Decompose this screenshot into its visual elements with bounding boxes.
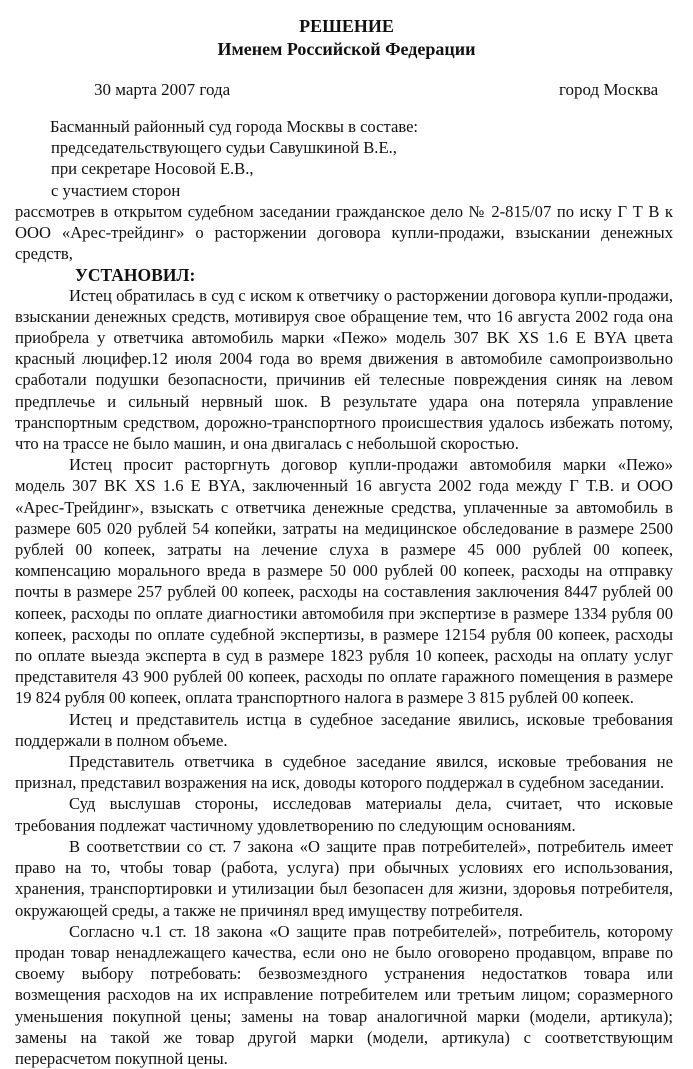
body-paragraph: Истец и представитель истца в судебное заседание явились, исковые требования поддержали в полном объеме. [15,709,673,750]
court-composition [0,116,693,201]
section-heading: УСТАНОВИЛ: [75,264,196,285]
body-paragraph: Истец обратилась в суд с иском к ответчику о расторжении договора купли-продажи, взыскании денежных средств, мотивируя свое обращение тем, что 16 августа 2002 года она приобрела у ответчика автомобиль марки «Пежо» модель 307 BK XS 1.6 E BYA цвета красный люцифер.12 июля 2004 года во время движения в автомобиле самопроизвольно сработали подушки безопасности, причинив ей телесные повреждения синяк на левом предплечье и сильный нервный шок. В результате удара она потеряла управление транспортным средством, дорожно-транспортного происшествия удалось избежать потому, что на трассе не было машин, и она двигалась с небольшой скоростью. [15,285,673,454]
composition-line: при секретаре Носовой Е.В., [51,159,254,179]
body-paragraph: Суд выслушав стороны, исследовав материалы дела, считает, что исковые требования подлежат частичному удовлетворению по следующим основаниям. [15,794,673,835]
composition-line: Басманный районный суд города Москвы в составе: [50,117,419,136]
body-paragraph: В соответствии со ст. 7 закона «О защите прав потребителей», потребитель имеет право на то, чтобы товар (работа, услуга) при обычных условиях его использования, хранения, транспортировки и утилизации был безопасен для жизни, здоровья потребителя, окружающей среды, а также не причинял вред имуществу потребителя. [15,836,673,920]
document-title: РЕШЕНИЕ [299,16,394,36]
body-paragraph: Согласно ч.1 ст. 18 закона «О защите прав потребителей», потребитель, которому продан товар ненадлежащего качества, если оно не было оговорено продавцом, вправе по своему выбору потребовать: безвозмездного устранения недостатков товара или возмещения расходов на их исправление потребителем или третьим лицом; соразмерного уменьшения покупной цены; замены на товар аналогичной марки (модели, артикула); замены на такой же товар другой марки (модели, артикула) с соответствующим перерасчетом покупной цены. [15,921,673,1068]
composition-line: председательствующего судьи Савушкиной В.Е., [51,138,397,158]
decision-city: город Москва [559,80,659,99]
decision-date: 30 марта 2007 года [94,80,231,99]
decision-body [15,201,673,1069]
composition-line: с участием сторон [51,180,181,200]
intro-paragraph: рассмотрев в открытом судебном заседании гражданское дело № 2-815/07 по иску Г Т В к ООО «Арес-трейдинг» о расторжении договора купли-продажи, взыскании денежных средств, [15,202,673,264]
body-paragraph: Истец просит расторгнуть договор купли-продажи автомобиля марки «Пежо» модель 307 BK XS 1.6 E BYA, заключенный 16 августа 2002 года между Г Т.В. и ООО «Арес-Трейдинг», взыскать с ответчика денежные средства, уплаченные за автомобиль в размере 605 020 рублей 54 копейки, затраты на медицинское обследование в размере 2500 рублей 00 копеек, затраты на лечение слуха в размере 45 000 рублей 00 копеек, компенсацию морального вреда в размере 50 000 рублей 00 копеек, расходы на отправку почты в размере 257 рублей 00 копеек, расходы на составления заключения 8447 рублей 00 копеек, расходы по оплате диагностики автомобиля при экспертизе в размере 1334 рубля 00 копеек, расходы по оплате судебной экспертизы, в размере 12154 рубля 00 копеек, расходы по оплате выезда эксперта в суд в размере 1823 рубля 10 копеек, расходы на оплату услуг представителя 43 900 рублей 00 копеек, расходы по оплате гаражного помещения в размере 19 824 рубля 00 копеек, оплата транспортного налога в размере 3 815 рублей 00 копеек. [15,455,673,708]
document-subtitle: Именем Российской Федерации [217,39,476,59]
body-paragraph: Представитель ответчика в судебное заседание явился, исковые требования не признал, представил возражения на иск, доводы которого поддержал в судебном заседании. [15,752,673,793]
